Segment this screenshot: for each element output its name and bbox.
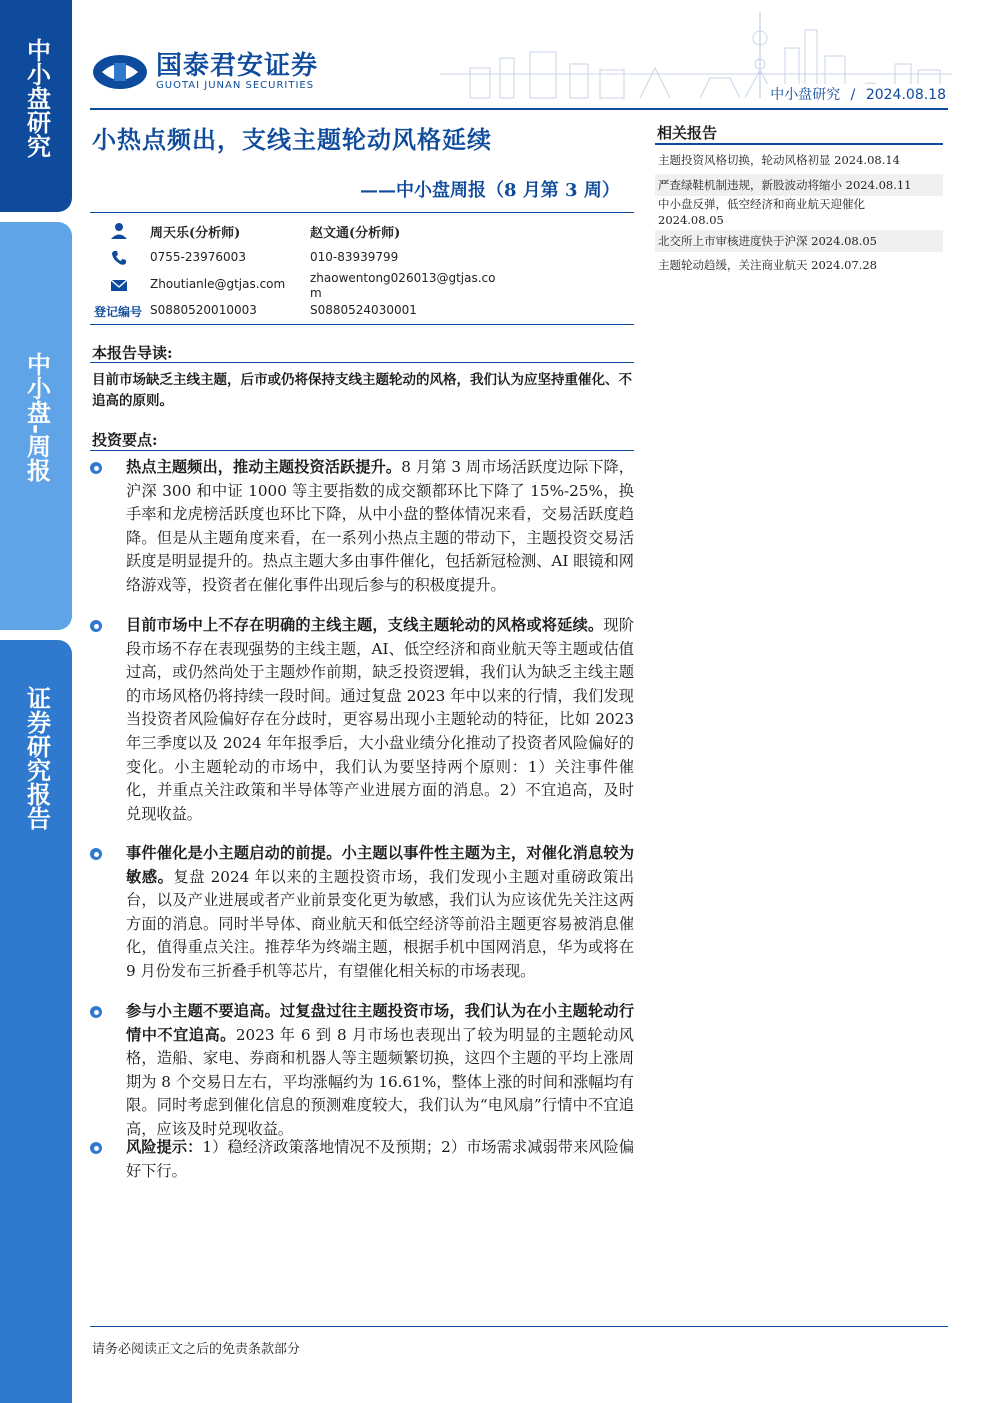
- analyst-2-email[interactable]: [310, 271, 496, 301]
- brand-name-cn: 国泰君安证券: [156, 51, 319, 81]
- header-meta: [764, 84, 946, 104]
- report-title: 小热点频出，支线主题轮动风格延续: [92, 125, 492, 154]
- invest-point-2-lead: 目前市场中上不存在明确的主线主题，支线主题轮动的风格或将延续。: [126, 616, 604, 634]
- related-report-line2: 2024.08.05: [658, 213, 724, 227]
- sidebar-label-category: 中小盘研究: [0, 0, 72, 212]
- title-divider: [90, 212, 634, 213]
- bullet-icon: [90, 1142, 102, 1154]
- reg-number-label: 登记编号: [94, 305, 143, 319]
- header-divider: [90, 108, 948, 110]
- brand-logo: [92, 52, 318, 92]
- related-reports-title: 相关报告: [657, 124, 718, 142]
- invest-divider: [90, 450, 634, 451]
- email-icon: [110, 276, 128, 294]
- invest-point-5-lead: 风险提示：: [126, 1138, 203, 1156]
- invest-point-3-lead: 事件催化是小主题启动的前提。小主题以事件性主题为主，对催化消息较为敏感。: [126, 844, 634, 886]
- sidebar-label-report: 证券研究报告: [0, 640, 72, 1403]
- analyst-2-email-line2: m: [310, 286, 322, 300]
- invest-point-2: [126, 614, 634, 826]
- header-category: 中小盘研究: [770, 87, 841, 103]
- invest-point-5-body: 1）稳经济政策落地情况不及预期；2）市场需求减弱带来风险偏好下行。: [126, 1138, 635, 1180]
- bullet-icon: [90, 462, 102, 474]
- invest-point-3-body: 复盘 2024 年以来的主题投资市场，我们发现小主题对重磅政策出台，以及产业进展或者产业前景变化更为敏感，我们认为应该优先关注这两方面的消息。同时半导体、商业航天和低空经济等前沿主题更容易被消息催化，值得重点关注。推荐华为终端主题，根据手机中国网消息，华为或将在 9 月份发布三折叠手机等芯片，有望催化相关标的市场表现。: [126, 867, 635, 980]
- invest-point-1-body: 8 月第 3 周市场活跃度边际下降，沪深 300 和中证 1000 等主要指数的成交额都环比下降了 15%-25%，换手率和龙虎榜活跃度也环比下降，从中小盘的整体情况来看，交易活跃度趋降。但是从主题角度来看，在一系列小热点主题的带动下，主题投资交易活跃度是明显提升的。热点主题大多由事件催化，包括新冠检测、AI 眼镜和网络游戏等，投资者在催化事件出现后参与的积极度提升。: [126, 458, 634, 594]
- person-icon: [110, 222, 128, 240]
- guide-text: 目前市场缺乏主线主题，后市或仍将保持支线主题轮动的风格，我们认为应坚持重催化、不追高的原则。: [92, 372, 632, 409]
- analyst-1-reg: S0880520010003: [150, 303, 257, 317]
- bullet-icon: [90, 620, 102, 632]
- header-separator: /: [850, 87, 856, 103]
- header-date: 2024.08.18: [865, 87, 946, 103]
- analyst-2-name: 赵文通(分析师): [310, 226, 401, 241]
- invest-point-4-lead: 参与小主题不要追高。过复盘过往主题投资市场，我们认为在小主题轮动行情中不宜追高。: [126, 1002, 634, 1044]
- related-report-item[interactable]: 主题轮动趋缓，关注商业航天 2024.07.28: [658, 258, 877, 272]
- report-subtitle: ——中小盘周报（8 月第 3 周）: [360, 180, 620, 201]
- related-report-item[interactable]: 主题投资风格切换，轮动风格初显 2024.08.14: [658, 153, 900, 167]
- guide-divider: [90, 362, 634, 363]
- guide-heading: 本报告导读:: [92, 344, 173, 362]
- analyst-2-reg: S0880524030001: [310, 303, 417, 317]
- logo-mark-icon: [92, 54, 148, 90]
- footer-divider: [90, 1326, 948, 1327]
- brand-name-en: GUOTAI JUNAN SECURITIES: [156, 80, 315, 91]
- phone-icon: [110, 249, 128, 267]
- invest-point-4-body: 2023 年 6 到 8 月市场也表现出了较为明显的主题轮动风格，造船、家电、券商和机器人等主题频繁切换，这四个主题的平均上涨周期为 8 个交易日左右，平均涨幅约为 16.61%，整体上涨的时间和涨幅均有限。同时考虑到催化信息的预测难度较大，我们认为“电风扇”行情中不宜追高，应该及时兑现收益。: [126, 1025, 634, 1138]
- invest-point-1: [126, 456, 634, 598]
- invest-point-4: [126, 1000, 634, 1142]
- analyst-1-phone: 0755-23976003: [150, 250, 246, 264]
- bullet-icon: [90, 848, 102, 860]
- bullet-icon: [90, 1006, 102, 1018]
- sidebar-label-type: 中小盘-周报: [0, 222, 72, 630]
- footer-disclaimer: 请务必阅读正文之后的免责条款部分: [92, 1342, 301, 1357]
- invest-point-3: [126, 842, 634, 984]
- related-report-item[interactable]: 严查绿鞋机制违规，新股波动将缩小 2024.08.11: [655, 174, 943, 196]
- invest-point-1-lead: 热点主题频出，推动主题投资活跃提升。: [126, 458, 402, 476]
- related-report-item[interactable]: [655, 196, 943, 228]
- invest-heading: 投资要点:: [92, 431, 158, 449]
- related-divider: [655, 143, 943, 145]
- sidebar: [0, 0, 72, 1403]
- analyst-1-name: 周天乐(分析师): [150, 226, 241, 241]
- related-report-line1: 中小盘反弹，低空经济和商业航天迎催化: [658, 197, 865, 211]
- invest-point-2-body: 现阶段市场不存在表现强势的主线主题，AI、低空经济和商业航天等主题或估值过高，或仍然尚处于主题炒作前期，缺乏投资逻辑，我们认为缺乏主线主题的市场风格仍将持续一段时间。通过复盘 2023 年中以来的行情，我们发现当投资者风险偏好存在分歧时，更容易出现小主题轮动的特征，比如 2023 年三季度以及 2024 年年报季后，大小盘业绩分化推动了投资者风险偏好的变化。小主题轮动的市场中，我们认为要坚持两个原则：1）关注事件催化，并重点关注政策和半导体等产业进展方面的消息。2）不宜追高，及时兑现收益。: [126, 616, 635, 823]
- analyst-2-email-line1: zhaowentong026013@gtjas.co: [310, 271, 496, 285]
- analyst-2-phone: 010-83939799: [310, 250, 399, 264]
- invest-point-5: [126, 1136, 634, 1183]
- analyst-1-email[interactable]: Zhoutianle@gtjas.com: [150, 277, 286, 291]
- related-report-item[interactable]: 北交所上市审核进度快于沪深 2024.08.05: [655, 230, 943, 252]
- analyst-divider: [90, 324, 634, 325]
